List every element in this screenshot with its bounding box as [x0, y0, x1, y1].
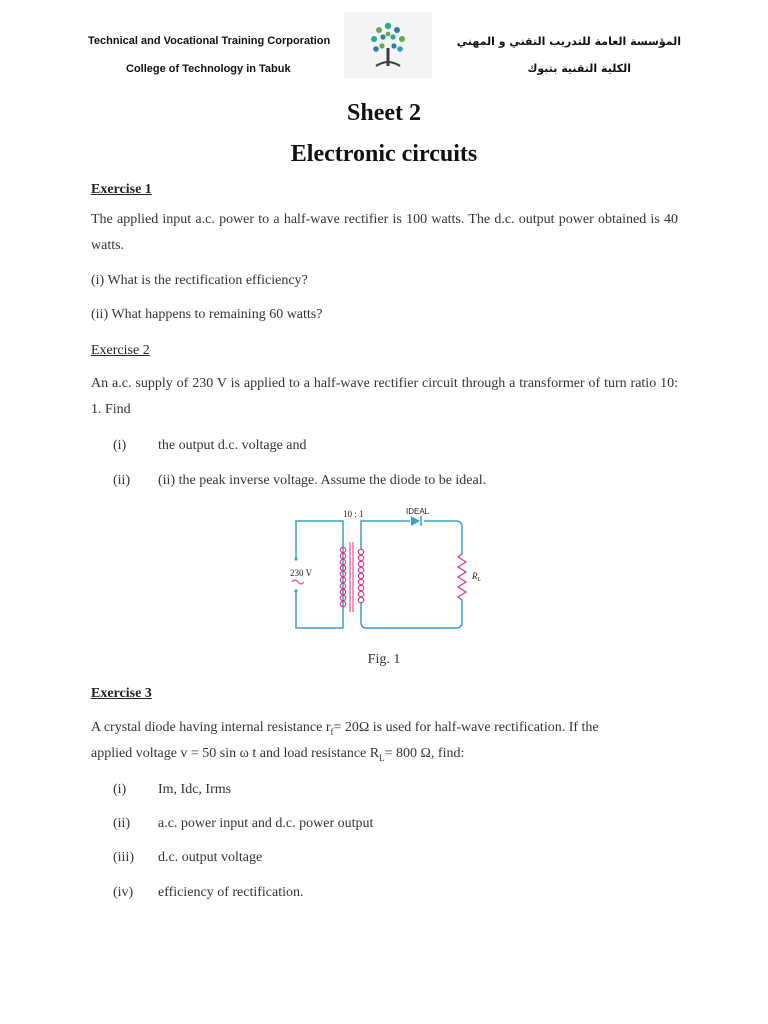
- diode-label: IDEAL: [406, 507, 430, 516]
- source-terminal-top: [294, 557, 297, 560]
- exercise-3-item-3-text: d.c. output voltage: [158, 850, 263, 865]
- ac-symbol: [292, 580, 304, 584]
- college-name-arabic: الكلية التقنية بتبوك: [527, 62, 631, 75]
- organization-name-english: Technical and Vocational Training Corporation: [88, 35, 331, 47]
- college-name-english: College of Technology in Tabuk: [126, 63, 291, 75]
- secondary-wire: [361, 521, 462, 628]
- exercise-3-item-3-number: (iii): [113, 850, 134, 865]
- load-resistor-label: R: [472, 571, 478, 581]
- turns-ratio-label: 10 : 1: [343, 509, 364, 519]
- rectifier-circuit-diagram: [288, 506, 481, 634]
- source-terminal-bottom: [294, 589, 297, 592]
- exercise-3-item-4-text: efficiency of rectification.: [158, 885, 304, 900]
- tvtc-logo-icon: [344, 12, 432, 78]
- sheet-title: Sheet 2: [347, 100, 421, 126]
- exercise-1-question-2: (ii) What happens to remaining 60 watts?: [91, 307, 323, 322]
- transformer-core: [350, 542, 353, 612]
- exercise-3-line-2-start: applied voltage v = 50 sin ω t and load resistance R: [91, 746, 380, 761]
- exercise-3-item-4-number: (iv): [113, 885, 134, 900]
- exercise-3-item-2-text: a.c. power input and d.c. power output: [158, 816, 374, 831]
- exercise-3-line-2: [91, 741, 678, 771]
- exercise-3-item-1-number: (i): [113, 782, 127, 797]
- exercise-3-line-2-subscript: L: [379, 752, 385, 763]
- exercise-2-heading: Exercise 2: [91, 343, 150, 358]
- ideal-diode-symbol: [411, 516, 421, 526]
- load-resistor-subscript: L: [477, 577, 481, 583]
- primary-wire-top: [318, 521, 343, 546]
- exercise-2-item-2-number: (ii): [113, 473, 131, 488]
- figure-caption: Fig. 1: [367, 652, 401, 667]
- exercise-2-item-2-text: (ii) the peak inverse voltage. Assume the diode to be ideal.: [158, 473, 487, 488]
- exercise-3-item-1-text: Im, Idc, Irms: [158, 782, 232, 797]
- exercise-2-text: An a.c. supply of 230 V is applied to a half-wave rectifier circuit through a transformer of turn ratio 10: 1. Find: [91, 376, 678, 417]
- exercise-1-text: The applied input a.c. power to a half-wave rectifier is 100 watts. The d.c. output power obtained is 40 watts.: [91, 212, 678, 253]
- exercise-3-heading: Exercise 3: [91, 686, 152, 701]
- transformer-secondary-coil: [358, 549, 363, 602]
- organization-name-arabic: المؤسسة العامة للتدريب التقني و المهني: [456, 35, 681, 48]
- exercise-1-question-1: (i) What is the rectification efficiency?: [91, 273, 308, 288]
- exercise-1-heading: Exercise 1: [91, 182, 152, 197]
- exercise-3-item-2-number: (ii): [113, 816, 131, 831]
- exercise-3-line-1-subscript: f: [330, 726, 334, 737]
- exercise-3-line-1-start: A crystal diode having internal resistance r: [91, 720, 331, 735]
- exercise-3-line-2-end: = 800 Ω, find:: [384, 746, 465, 761]
- exercise-2-item-1-number: (i): [113, 438, 127, 453]
- exercise-3-line-1-end: = 20Ω is used for half-wave rectification. If the: [333, 720, 599, 735]
- source-label: 230 V: [290, 568, 313, 578]
- svg-text:RL: [471, 571, 482, 583]
- logo: [344, 12, 432, 78]
- load-resistor-symbol: [458, 554, 466, 600]
- exercise-2-item-1-text: the output d.c. voltage and: [158, 438, 307, 453]
- subject-title: Electronic circuits: [290, 141, 478, 167]
